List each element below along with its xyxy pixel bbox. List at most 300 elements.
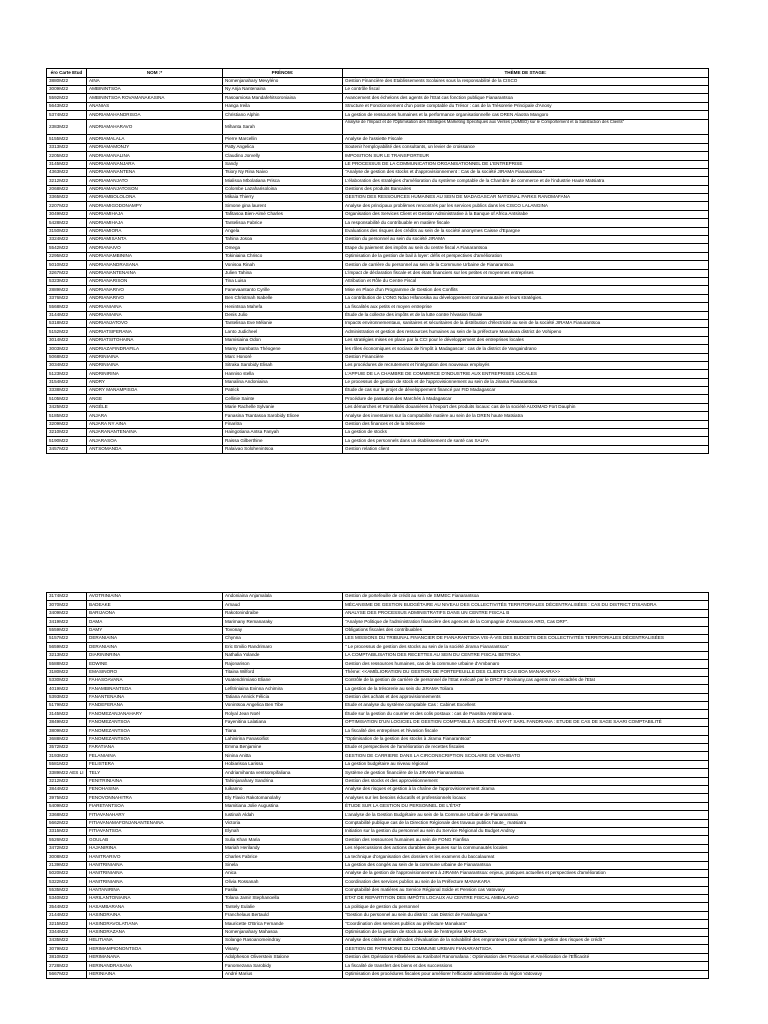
cell-internship-theme: "Optimisation de la gestion des stocks à Jirama Fianarantsoa" <box>343 735 709 743</box>
cell-last-name: HERIMANANA <box>87 953 223 961</box>
cell-last-name: ANJARASOA <box>87 437 223 445</box>
table-row <box>47 618 709 626</box>
cell-student-number: 3688M22 <box>47 735 87 743</box>
cell-internship-theme: Analyses sur les besoins éducatifs et professionnels locaux <box>343 794 709 802</box>
cell-first-name: Olivia Rossanah <box>223 878 343 886</box>
cell-last-name: HERIMAMPIONONTSOA <box>87 945 223 953</box>
cell-student-number: 5592M22 <box>47 94 87 102</box>
cell-first-name: Tovonay <box>223 626 343 634</box>
cell-student-number: 3365M22 <box>47 194 87 202</box>
cell-internship-theme: Thème: <<AMÉLIORATION DU GESTION DE PORTEFEUILLE DES CLIENTS CAS BOA MANAKARA>> <box>343 668 709 676</box>
table-row <box>47 643 709 651</box>
cell-last-name: ANANIAS <box>87 102 223 110</box>
cell-first-name: Visany <box>223 945 343 953</box>
table-row <box>47 311 709 319</box>
cell-first-name: Pierre Marcellin <box>223 135 343 143</box>
cell-first-name: Fanasina Tsantasoa Sarobidy Elicee <box>223 412 343 420</box>
cell-last-name: ANDRIANIAINA <box>87 311 223 319</box>
cell-internship-theme: La gestion des personnels dans un établissement de santé cas SALFA <box>343 437 709 445</box>
cell-student-number: 3975M22 <box>47 794 87 802</box>
table-row <box>47 119 709 135</box>
cell-internship-theme: Mise en Place d'un Programme de Gestion des Conflits <box>343 286 709 294</box>
cell-internship-theme: Organisation des Services Client et Gestion Administrative à la Banque of Africa Antsirabe <box>343 210 709 218</box>
cell-first-name: Mihanta Sarah <box>223 119 343 135</box>
cell-student-number: 3376M22 <box>47 294 87 302</box>
cell-student-number: 3144M22 <box>47 311 87 319</box>
cell-last-name: ANDRIAMALALA <box>87 135 223 143</box>
cell-first-name: Marc Honoré <box>223 353 343 361</box>
cell-student-number: 5662M22 <box>47 819 87 827</box>
cell-student-number: 5155M22 <box>47 135 87 143</box>
cell-internship-theme: Procédure de passation des Marchés à Madagascar <box>343 395 709 403</box>
cell-last-name: ANGE <box>87 395 223 403</box>
cell-student-number: 5020M22 <box>47 869 87 877</box>
cell-last-name: ANDRIANAMBININA <box>87 252 223 260</box>
cell-student-number: 5323M22 <box>47 277 87 285</box>
cell-student-number: 3034M22 <box>47 361 87 369</box>
cell-internship-theme: Obligations fiscales des contribuables <box>343 626 709 634</box>
table-row <box>47 785 709 793</box>
cell-student-number: 3174M22 <box>47 593 87 601</box>
cell-first-name: Solange Rasoanomeindray <box>223 937 343 945</box>
cell-last-name: ANDRIAMANANTENA <box>87 168 223 176</box>
cell-student-number: 3472M22 <box>47 844 87 852</box>
cell-first-name: Iuikanno <box>223 785 343 793</box>
cell-first-name: Andoniaina Anjamalala <box>223 593 343 601</box>
cell-student-number: 3457M22 <box>47 445 87 453</box>
cell-student-number: 3150M22 <box>47 227 87 235</box>
cell-student-number: 3154M22 <box>47 378 87 386</box>
cell-student-number: 5068M22 <box>47 353 87 361</box>
cell-student-number: 3572M22 <box>47 744 87 752</box>
table-row <box>47 345 709 353</box>
cell-internship-theme: Contrôle de la gestion de carrière de personnel de l'Etat exécuté par le DRCF Fitovinany,cas agents non encadrés de l'Etat <box>343 676 709 684</box>
cell-student-number: 5409M22 <box>47 802 87 810</box>
cell-internship-theme: "Analyse de gestion des stocks et d'approvisionnement : Cas de la société JIRAMA Fianarantsoa " <box>343 168 709 176</box>
cell-internship-theme: Gestion des finances et de la trésorerie <box>343 420 709 428</box>
table-row <box>47 77 709 85</box>
table-row <box>47 735 709 743</box>
cell-last-name: ANJARA <box>87 412 223 420</box>
cell-internship-theme: La gestion de ressources humaines et la performance organisationnelle cas DREN Alaotra Mangoro <box>343 111 709 119</box>
table-row <box>47 651 709 659</box>
table-row <box>47 920 709 928</box>
table-row <box>47 928 709 936</box>
table-row <box>47 261 709 269</box>
table-row <box>47 702 709 710</box>
table-row <box>47 437 709 445</box>
cell-last-name: ANDRINIAINA <box>87 353 223 361</box>
cell-first-name: Angela <box>223 227 343 235</box>
student-table-bottom <box>46 592 709 979</box>
cell-internship-theme: GESTION DES RESSOURCES HUMAINES AU SEIN DE MADAGASCAR NATIONAL PARKS RANOMAFANA <box>343 194 709 202</box>
table-row <box>47 102 709 110</box>
table-row <box>47 886 709 894</box>
cell-student-number: 5185M22 <box>47 412 87 420</box>
cell-last-name: FELISTERA <box>87 760 223 768</box>
cell-internship-theme: ÉTUDE SUR LA GESTION DU PERSONNEL DE L'ÉTAT <box>343 802 709 810</box>
cell-student-number: 3210M22 <box>47 429 87 437</box>
cell-first-name: Mariah Herilandy <box>223 844 343 852</box>
table-row <box>47 752 709 760</box>
cell-last-name: FANOMEZANTSOA <box>87 718 223 726</box>
table-row <box>47 811 709 819</box>
cell-internship-theme: Gestion relation client <box>343 445 709 453</box>
table-row <box>47 395 709 403</box>
cell-internship-theme: Comptabilité publique cas de la Direction Régionale des travaux publics haute_ matsiatra <box>343 819 709 827</box>
cell-internship-theme: Etude et perspectives de l'amélioration de recettes fiscales <box>343 744 709 752</box>
cell-last-name: ANDRIATSITOHAINA <box>87 336 223 344</box>
cell-internship-theme: LES MISSIONS DU TRIBUNAL FINANCIER DE FIANARANTSOA VIS-À-VIS DES BUDGETS DES COLLECTIVITÉS TERRITORIALES DÉCENTRALISÉES <box>343 634 709 642</box>
student-table-top <box>46 68 709 454</box>
cell-first-name: Tahina Josoa <box>223 236 343 244</box>
cell-first-name: Denis Julio <box>223 311 343 319</box>
cell-last-name: HANITRINIAINA <box>87 878 223 886</box>
cell-first-name: Rasoamiosa Mandafehitsoroniaina <box>223 94 343 102</box>
table-row <box>47 601 709 609</box>
cell-last-name: HANTANIRINA <box>87 886 223 894</box>
cell-internship-theme: "Coordination des services publics au préfecture Manakara" <box>343 920 709 928</box>
cell-internship-theme: Le contrôle fiscal <box>343 85 709 93</box>
cell-first-name: Mamy Sambatra Théogene <box>223 345 343 353</box>
table-row <box>47 94 709 102</box>
table-row <box>47 844 709 852</box>
cell-first-name: Ralaivao Solohenintsoa <box>223 445 343 453</box>
table-row <box>47 945 709 953</box>
cell-internship-theme: Analyse de la gestion de l'approvisionnement à JIRAMA Fianarantsoa: enjeux, pratiques actuelles et perspectives d'amélioration <box>343 869 709 877</box>
cell-internship-theme: Système de gestion financière de la JIRAMA Fianarantsoa <box>343 769 709 777</box>
table-row <box>47 962 709 970</box>
cell-student-number: 3014M22 <box>47 336 87 344</box>
cell-last-name: GOULAB <box>87 836 223 844</box>
cell-internship-theme: Coordination des services publics au sein de la Préfecture MANAKARA <box>343 878 709 886</box>
cell-last-name: ANDRIAMANALINA <box>87 152 223 160</box>
cell-student-number: 3809M22 <box>47 727 87 735</box>
cell-first-name: Elynah <box>223 827 343 835</box>
cell-student-number: 5374M22 <box>47 111 87 119</box>
cell-first-name: Mauricette O'Brica Fernande <box>223 920 343 928</box>
cell-internship-theme: La responsabilité du contribuable en matière fiscale <box>343 219 709 227</box>
table-row <box>47 177 709 185</box>
cell-student-number: 3145M22 <box>47 710 87 718</box>
cell-internship-theme: Gestion des Opérations Hôtelières au Karibotel Ranomafana : Optimisation des Processus et Amélioration de l'Efficacité <box>343 953 709 961</box>
cell-student-number: 2207M22 <box>47 202 87 210</box>
cell-last-name: ANDRIAMANANJARA <box>87 160 223 168</box>
cell-internship-theme: Les procédures de recrutement et l'intégration des nouveaux employés <box>343 361 709 369</box>
cell-first-name: Raissa Gilberthine <box>223 437 343 445</box>
cell-internship-theme: La fiscalité de transfert des biens et des successions <box>343 962 709 970</box>
cell-first-name: Omega <box>223 244 343 252</box>
cell-student-number: 3193M22 <box>47 752 87 760</box>
cell-student-number: 4363M22 <box>47 168 87 176</box>
cell-first-name: Nomenjanahary Mahasoa <box>223 928 343 936</box>
cell-last-name: ANDRIAMIHAJA <box>87 210 223 218</box>
table-row <box>47 286 709 294</box>
table-row <box>47 693 709 701</box>
cell-internship-theme: Optimisation de la gestion de stock au sein de l'entreprise MAHASOA <box>343 928 709 936</box>
table-row <box>47 294 709 302</box>
cell-internship-theme: "Gestion du personnel au sein du district : cas District de Farafangana " <box>343 911 709 919</box>
cell-last-name: FANAMBINANTSOA <box>87 685 223 693</box>
cell-first-name: Lanto Judicheel <box>223 328 343 336</box>
cell-last-name: ANDRIANAIVO <box>87 244 223 252</box>
cell-first-name: Chynna <box>223 634 343 642</box>
cell-student-number: 3425M22 <box>47 403 87 411</box>
cell-student-number: 5393M22 <box>47 693 87 701</box>
cell-student-number: 3209M22 <box>47 420 87 428</box>
cell-last-name: HAJANIRINA <box>87 844 223 852</box>
cell-first-name: Voatendrimiaso Eliane <box>223 676 343 684</box>
table-row <box>47 593 709 601</box>
cell-last-name: ANDRIAMANJATO <box>87 177 223 185</box>
cell-internship-theme: L'élaboration des stratégies d'amélioration du système comptable de la Chambre de commerce et de l'industrie Haute Matsiatra <box>343 177 709 185</box>
cell-internship-theme: La gestion de la trésorerie au sein du JIRAMA Toliara <box>343 685 709 693</box>
cell-student-number: 3267M22 <box>47 269 87 277</box>
cell-first-name: Tantelisoa Fabrice <box>223 219 343 227</box>
cell-student-number: 3003M22 <box>47 345 87 353</box>
cell-first-name: Manalina Andoniaina <box>223 378 343 386</box>
cell-first-name: Ely Flavio Rakotomanolahy <box>223 794 343 802</box>
cell-student-number: 5559M22 <box>47 626 87 634</box>
cell-last-name: HANITRINIAINA <box>87 861 223 869</box>
table-row <box>47 794 709 802</box>
cell-first-name: Simone gina laurent <box>223 202 343 210</box>
cell-first-name: Patrick <box>223 387 343 395</box>
cell-first-name: Charles Fabrice <box>223 853 343 861</box>
cell-first-name: Nomenjanahary Mevyléno <box>223 77 343 85</box>
cell-first-name: Sandy <box>223 160 343 168</box>
table-row <box>47 85 709 93</box>
cell-internship-theme: L'analyse de la Gestion Budgétaire au sein de la Commune Urbaine de Fianarantsoa <box>343 811 709 819</box>
table-row <box>47 111 709 119</box>
cell-internship-theme: LE PROCESSUS DE LA COMMUNICATION ORGANISATIONNEL DE L'ENTREPRISE <box>343 160 709 168</box>
cell-last-name: FITIAVANAHARY <box>87 811 223 819</box>
cell-internship-theme: Gestion des stocks et des approvisionnement <box>343 777 709 785</box>
cell-last-name: AMBININTSOA <box>87 85 223 93</box>
cell-internship-theme: Etape du paiement des impôts au sein du centre fiscal A Fianarantsoa <box>343 244 709 252</box>
cell-internship-theme: Analyse des inventaires sur la comptabilité matière au sein de la DREN haute Matsiatra <box>343 412 709 420</box>
cell-last-name: FITIAVANTSOA <box>87 827 223 835</box>
cell-student-number: 5659M22 <box>47 643 87 651</box>
cell-internship-theme: Les répercussions des actions durables des jeunes sur la communautés locales <box>343 844 709 852</box>
cell-student-number: 3368M22 <box>47 811 87 819</box>
cell-student-number: 3324M22 <box>47 236 87 244</box>
cell-student-number: 3213M22 <box>47 651 87 659</box>
cell-internship-theme: Étude de la collecte des impôts et de la lutte contre l'évasion fiscale <box>343 311 709 319</box>
cell-student-number: 3344M22 <box>47 928 87 936</box>
cell-last-name: ANDRIATSIFERANA <box>87 328 223 336</box>
cell-last-name: HELITIANA <box>87 937 223 945</box>
header-last-name: NOM :* <box>87 69 223 78</box>
cell-internship-theme: La politique de gestion du personnel <box>343 903 709 911</box>
cell-student-number: 5340M22 <box>47 895 87 903</box>
cell-internship-theme: ANALYSE DES PROCESSUS ADMINISTRATIFS DANS UN CENTRE FISCAL B <box>343 609 709 617</box>
table-row <box>47 970 709 978</box>
cell-first-name: Tiana <box>223 727 343 735</box>
cell-last-name: ANDRINIRINA <box>87 370 223 378</box>
cell-first-name: André Marius <box>223 970 343 978</box>
cell-student-number: 2205M22 <box>47 152 87 160</box>
cell-internship-theme: GESTION DE CARRIERE DANS LA CIRCONSCRIPTION SCOLAIRE DE VOHIBATO <box>343 752 709 760</box>
cell-last-name: FENOVONNAHITRA <box>87 794 223 802</box>
cell-last-name: HARILANTONIAINA <box>87 895 223 903</box>
cell-student-number: 5428M22 <box>47 219 87 227</box>
cell-internship-theme: "Analyse Politique de l'administration financière des agences de la Compagnie d'Assurances ARO, Cas DRF". <box>343 618 709 626</box>
table-row <box>47 895 709 903</box>
cell-last-name: FIARETANTSOA <box>87 802 223 810</box>
table-row <box>47 168 709 176</box>
cell-internship-theme: La fiscalité des entreprises et l'évasion fiscale <box>343 727 709 735</box>
cell-first-name: Vonintsoa Angelica Ben Tibe <box>223 702 343 710</box>
cell-student-number: 3338M22 <box>47 387 87 395</box>
cell-first-name: Marie Rachelle Sylvanie <box>223 403 343 411</box>
cell-internship-theme: Analyse de l'Impact et de l'Optimisation des Stratégies Marketing Spécifiques aux Ventes (JUMBO) sur le Comportement et la Satisfaction des Clients" <box>343 119 709 135</box>
cell-last-name: DERANIAINA <box>87 643 223 651</box>
cell-student-number: 3212M22 <box>47 177 87 185</box>
cell-internship-theme: Gestion des achats et des approvisionnements <box>343 693 709 701</box>
cell-first-name: Rolyal Jean Noël <box>223 710 343 718</box>
cell-student-number: 3079M22 <box>47 945 87 953</box>
table-row <box>47 277 709 285</box>
cell-last-name: HERINANDRASANA <box>87 962 223 970</box>
header-student-number: éro Carte Etud <box>47 69 87 78</box>
cell-first-name: Titaina Wilford <box>223 668 343 676</box>
table-row <box>47 429 709 437</box>
cell-last-name: FANDEFERANA <box>87 702 223 710</box>
table-row <box>47 378 709 386</box>
cell-student-number: 2068M22 <box>47 185 87 193</box>
cell-first-name: Sinela <box>223 861 343 869</box>
cell-first-name: Finaritra <box>223 420 343 428</box>
table-row <box>47 143 709 151</box>
cell-last-name: ANDRIAMAHARAVO <box>87 119 223 135</box>
table-row <box>47 135 709 143</box>
table-row <box>47 152 709 160</box>
table-row <box>47 853 709 861</box>
cell-internship-theme: Avancement des échelons des agents de l'Etat cas fonction publique Fianarantsoa <box>343 94 709 102</box>
cell-last-name: ANDRIAMISANTA <box>87 236 223 244</box>
cell-last-name: DAMY <box>87 626 223 634</box>
cell-internship-theme: LA COMPTABILISATION DES RECETTES AU SEIN DU CENTRE FISCAL BETROKA <box>343 651 709 659</box>
cell-student-number: 5322M22 <box>47 878 87 886</box>
cell-first-name: Tatiana Annick Félicia <box>223 693 343 701</box>
cell-last-name: BADEAKE <box>87 601 223 609</box>
table-row <box>47 819 709 827</box>
cell-student-number: 3008M22 <box>47 853 87 861</box>
cell-last-name: DERANIAINA <box>87 634 223 642</box>
table-row <box>47 328 709 336</box>
table-row <box>47 303 709 311</box>
table-row <box>47 676 709 684</box>
cell-last-name: HANITRARIVO <box>87 853 223 861</box>
cell-student-number: 5010M22 <box>47 261 87 269</box>
cell-first-name: Tsiory Ny Rina Naivo <box>223 168 343 176</box>
cell-last-name: HANITRINIAINA <box>87 869 223 877</box>
cell-student-number: 5542M22 <box>47 244 87 252</box>
cell-first-name: Emma Benjamine <box>223 744 343 752</box>
table-row <box>47 609 709 617</box>
cell-first-name: Fanevaantanto Cyrille <box>223 286 343 294</box>
cell-last-name: ANJARANANTENAINA <box>87 429 223 437</box>
cell-first-name: Arnaud <box>223 601 343 609</box>
cell-internship-theme: IMPOSITION SUR LE TRANSPORTEUR <box>343 152 709 160</box>
cell-last-name: EMASINORO <box>87 668 223 676</box>
cell-student-number: 2144M22 <box>47 911 87 919</box>
cell-student-number: 5152M22 <box>47 328 87 336</box>
table-row <box>47 777 709 785</box>
cell-student-number: 5535M22 <box>47 886 87 894</box>
table-row <box>47 445 709 453</box>
cell-last-name: ANDRINIAINA <box>87 361 223 369</box>
cell-internship-theme: Optimisation des procédures fiscales pour améliorer l'efficacité administrative du région Vatovavy <box>343 970 709 978</box>
cell-first-name: Adolpheson Oliverstein Stalone <box>223 953 343 961</box>
table-row <box>47 911 709 919</box>
cell-last-name: ANDRIAZAFINDRAFILA <box>87 345 223 353</box>
cell-internship-theme: Gestion Financière <box>343 353 709 361</box>
cell-internship-theme: Impacts environnementaux, sanitaires et sécuritaires de la distribution d'électricité au sein de la société JIRAMA Fianarantsoa <box>343 319 709 327</box>
table-row <box>47 953 709 961</box>
cell-internship-theme: " Le processus de gestion des stocks au sein de la société Jirama Fianarantsoa" <box>343 643 709 651</box>
cell-first-name: Marimany Remanaraky <box>223 618 343 626</box>
cell-first-name: Mikaia Thierry <box>223 194 343 202</box>
cell-student-number: 5157M22 <box>47 634 87 642</box>
cell-internship-theme: La contribution de L'ONG Ndao Hifanosika au développement communautaire et leurs stratégies. <box>343 294 709 302</box>
cell-internship-theme: Étude sur la gestion du courrier et des colis postaux : cas de Paositra Antsiranana . <box>343 710 709 718</box>
cell-student-number: 5123M22 <box>47 370 87 378</box>
cell-student-number: 5330M22 <box>47 676 87 684</box>
cell-first-name: Mamisiaina Odon <box>223 336 343 344</box>
cell-first-name: Nathalia Yolande <box>223 651 343 659</box>
cell-last-name: ANDRIAMANJATOSON <box>87 185 223 193</box>
cell-first-name: Lefitriniaina Evinna Achimira <box>223 685 343 693</box>
table-row <box>47 210 709 218</box>
cell-internship-theme: MÉCANISME DE GESTION BUDGÉTAIRE AU NIVEAU DES COLLECTIVITÉS TERRITORIALES DÉCENTRALISÉES : CAS DU DISTRICT D'ISANDRA <box>343 601 709 609</box>
cell-internship-theme: Initiation sur la gestion du personnel au sein du Service Régional du Budget Androy <box>343 827 709 835</box>
cell-last-name: FANOMEZANTSOA <box>87 735 223 743</box>
cell-last-name: FAHASOAVANA <box>87 676 223 684</box>
cell-last-name: FENITRINIAINA <box>87 777 223 785</box>
cell-student-number: 3389M22 AES LI <box>47 769 87 777</box>
header-first-name: PRÉNOM: <box>223 69 343 78</box>
cell-internship-theme: Analyse des risques et gestion à la chaîne de l'approvisionnement Jirama <box>343 785 709 793</box>
cell-last-name: HERINIAINA <box>87 970 223 978</box>
cell-first-name: Hanga Ireila <box>223 102 343 110</box>
cell-first-name: Mamitiana Jolie Augustina <box>223 802 343 810</box>
cell-student-number: 3145M22 <box>47 160 87 168</box>
cell-first-name: Rakotonindraibe <box>223 609 343 617</box>
table-row <box>47 244 709 252</box>
cell-student-number: 3419M22 <box>47 618 87 626</box>
cell-student-number: 5643M22 <box>47 102 87 110</box>
cell-internship-theme: Optimisation de la gestion de bail à loyer: défis et perspectives d'amélioration <box>343 252 709 260</box>
cell-last-name: ANDRY MANAMPISOA <box>87 387 223 395</box>
cell-first-name: Vonisoa Rinah <box>223 261 343 269</box>
table-row <box>47 685 709 693</box>
cell-last-name: ANDRIANANTENAINA <box>87 269 223 277</box>
table-row <box>47 760 709 768</box>
cell-last-name: HASINDRAINA <box>87 911 223 919</box>
cell-internship-theme: La gestion de stocks <box>343 429 709 437</box>
cell-last-name: FANOMEZANTSOA <box>87 727 223 735</box>
cell-last-name: FANANTENAINA <box>87 693 223 701</box>
table-row <box>47 252 709 260</box>
cell-last-name: ANDRIAMIHAJA <box>87 219 223 227</box>
cell-student-number: 5318M22 <box>47 319 87 327</box>
cell-student-number: 5526M22 <box>47 836 87 844</box>
cell-first-name: Colombe Lazaharisoloina <box>223 185 343 193</box>
cell-first-name: Anica <box>223 869 343 877</box>
cell-student-number: 4019M22 <box>47 685 87 693</box>
